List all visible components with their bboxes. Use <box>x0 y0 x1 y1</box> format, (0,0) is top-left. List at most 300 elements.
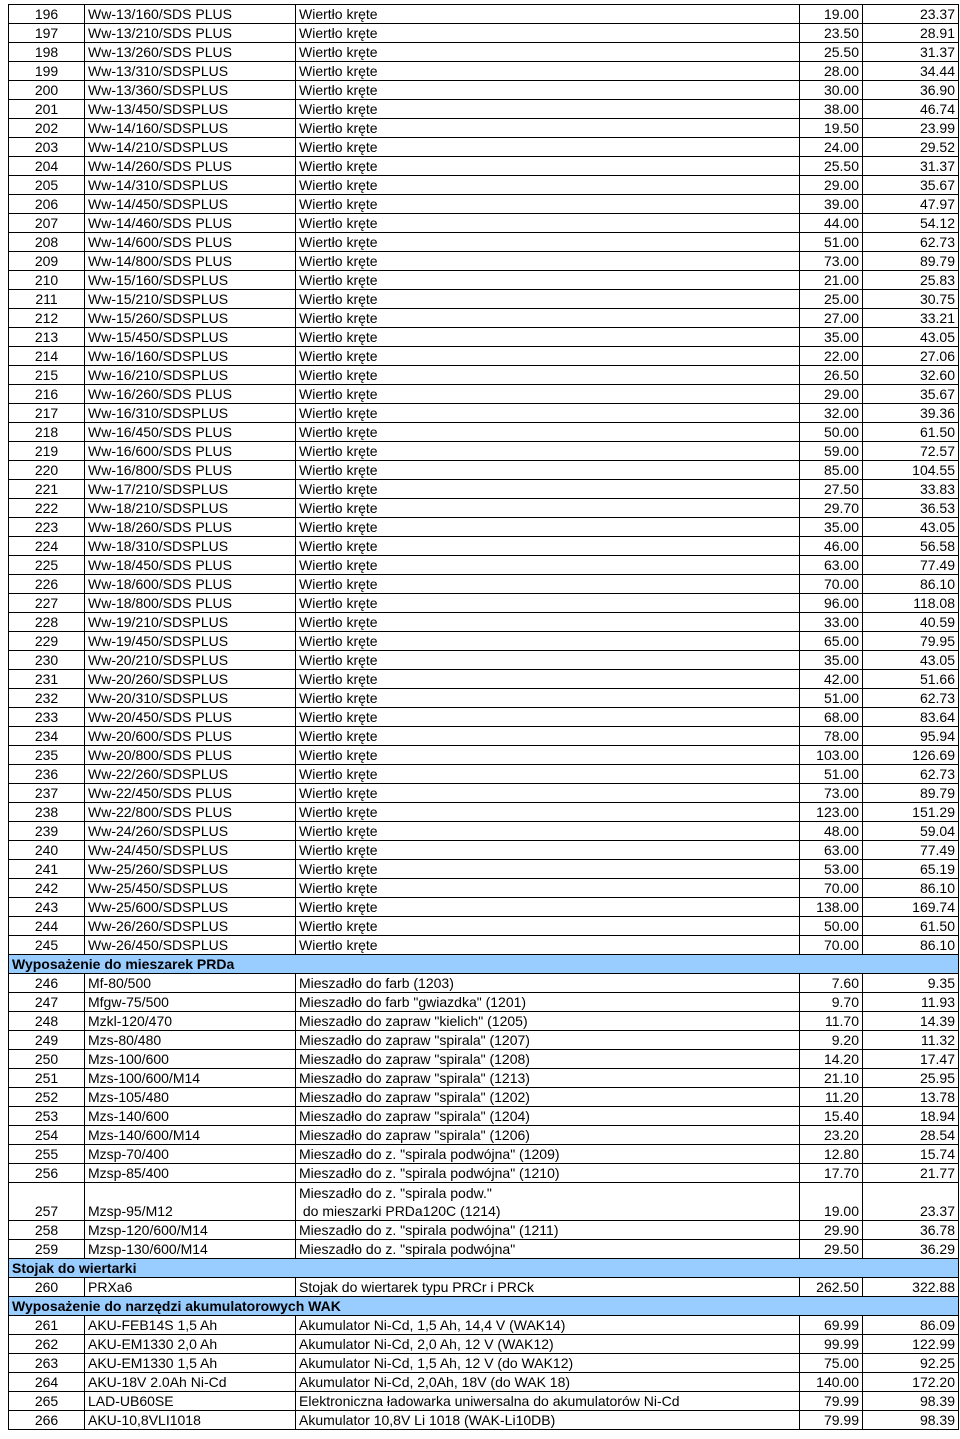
gross-price-cell: 59.04 <box>863 822 959 841</box>
net-price-cell: 85.00 <box>800 461 863 480</box>
row-number-cell: 230 <box>9 651 85 670</box>
gross-price-cell: 30.75 <box>863 290 959 309</box>
product-code-cell: Ww-13/450/SDSPLUS <box>85 100 296 119</box>
row-number-cell: 262 <box>9 1335 85 1354</box>
product-name-cell: Akumulator Ni-Cd, 1,5 Ah, 14,4 V (WAK14) <box>296 1316 800 1335</box>
gross-price-cell: 61.50 <box>863 917 959 936</box>
product-name-cell: Mieszadło do zapraw "spirala" (1208) <box>296 1050 800 1069</box>
table-row <box>9 1012 959 1031</box>
row-number-cell: 238 <box>9 803 85 822</box>
product-code-cell: LAD-UB60SE <box>85 1392 296 1411</box>
row-number-cell: 260 <box>9 1278 85 1297</box>
table-row <box>9 328 959 347</box>
net-price-cell: 26.50 <box>800 366 863 385</box>
product-code-cell: Mzs-140/600 <box>85 1107 296 1126</box>
net-price-cell: 14.20 <box>800 1050 863 1069</box>
product-name-cell: Wiertło kręte <box>296 271 800 290</box>
net-price-cell: 28.00 <box>800 62 863 81</box>
net-price-cell: 9.70 <box>800 993 863 1012</box>
product-name-cell: Elektroniczna ładowarka uniwersalna do akumulatorów Ni-Cd <box>296 1392 800 1411</box>
section-title: Wyposażenie do mieszarek PRDa <box>9 955 959 974</box>
gross-price-cell: 36.29 <box>863 1240 959 1259</box>
product-code-cell: Ww-15/210/SDSPLUS <box>85 290 296 309</box>
product-code-cell: Ww-13/360/SDSPLUS <box>85 81 296 100</box>
gross-price-cell: 95.94 <box>863 727 959 746</box>
net-price-cell: 32.00 <box>800 404 863 423</box>
net-price-cell: 69.99 <box>800 1316 863 1335</box>
net-price-cell: 22.00 <box>800 347 863 366</box>
product-code-cell: Ww-20/310/SDSPLUS <box>85 689 296 708</box>
gross-price-cell: 72.57 <box>863 442 959 461</box>
gross-price-cell: 61.50 <box>863 423 959 442</box>
table-row <box>9 385 959 404</box>
product-name-cell: Mieszadło do z. "spirala podw." do mieszarki PRDa120C (1214) <box>296 1183 800 1221</box>
product-code-cell: Ww-14/260/SDS PLUS <box>85 157 296 176</box>
product-code-cell: Ww-16/600/SDS PLUS <box>85 442 296 461</box>
row-number-cell: 218 <box>9 423 85 442</box>
product-code-cell: AKU-FEB14S 1,5 Ah <box>85 1316 296 1335</box>
table-row <box>9 1031 959 1050</box>
product-name-cell: Akumulator Ni-Cd, 2,0Ah, 18V (do WAK 18) <box>296 1373 800 1392</box>
table-row <box>9 404 959 423</box>
row-number-cell: 204 <box>9 157 85 176</box>
row-number-cell: 226 <box>9 575 85 594</box>
product-name-cell: Wiertło kręte <box>296 556 800 575</box>
gross-price-cell: 28.91 <box>863 24 959 43</box>
net-price-cell: 59.00 <box>800 442 863 461</box>
product-code-cell: Ww-14/460/SDS PLUS <box>85 214 296 233</box>
gross-price-cell: 43.05 <box>863 328 959 347</box>
gross-price-cell: 29.52 <box>863 138 959 157</box>
gross-price-cell: 33.83 <box>863 480 959 499</box>
product-name-cell: Wiertło kręte <box>296 328 800 347</box>
product-code-cell: PRXa6 <box>85 1278 296 1297</box>
product-name-cell: Wiertło kręte <box>296 841 800 860</box>
row-number-cell: 211 <box>9 290 85 309</box>
row-number-cell: 200 <box>9 81 85 100</box>
product-name-cell: Wiertło kręte <box>296 708 800 727</box>
row-number-cell: 199 <box>9 62 85 81</box>
row-number-cell: 263 <box>9 1354 85 1373</box>
gross-price-cell: 118.08 <box>863 594 959 613</box>
table-row <box>9 613 959 632</box>
net-price-cell: 17.70 <box>800 1164 863 1183</box>
net-price-cell: 21.00 <box>800 271 863 290</box>
table-row <box>9 860 959 879</box>
gross-price-cell: 322.88 <box>863 1278 959 1297</box>
net-price-cell: 51.00 <box>800 765 863 784</box>
gross-price-cell: 25.83 <box>863 271 959 290</box>
table-row <box>9 1392 959 1411</box>
product-name-cell: Wiertło kręte <box>296 575 800 594</box>
table-row <box>9 879 959 898</box>
product-code-cell: Ww-26/260/SDSPLUS <box>85 917 296 936</box>
product-code-cell: Mf-80/500 <box>85 974 296 993</box>
product-code-cell: AKU-EM1330 1,5 Ah <box>85 1354 296 1373</box>
product-name-cell: Akumulator Ni-Cd, 1,5 Ah, 12 V (do WAK12) <box>296 1354 800 1373</box>
table-row <box>9 1050 959 1069</box>
table-row <box>9 1411 959 1430</box>
table-row <box>9 689 959 708</box>
product-code-cell: Ww-20/800/SDS PLUS <box>85 746 296 765</box>
net-price-cell: 53.00 <box>800 860 863 879</box>
net-price-cell: 70.00 <box>800 575 863 594</box>
net-price-cell: 262.50 <box>800 1278 863 1297</box>
product-name-cell: Wiertło kręte <box>296 290 800 309</box>
table-row <box>9 651 959 670</box>
net-price-cell: 15.40 <box>800 1107 863 1126</box>
table-row <box>9 936 959 955</box>
table-row <box>9 784 959 803</box>
table-row <box>9 423 959 442</box>
table-row <box>9 670 959 689</box>
product-code-cell: Ww-20/450/SDS PLUS <box>85 708 296 727</box>
net-price-cell: 11.70 <box>800 1012 863 1031</box>
row-number-cell: 247 <box>9 993 85 1012</box>
row-number-cell: 207 <box>9 214 85 233</box>
net-price-cell: 50.00 <box>800 917 863 936</box>
gross-price-cell: 86.10 <box>863 575 959 594</box>
gross-price-cell: 79.95 <box>863 632 959 651</box>
table-row <box>9 81 959 100</box>
row-number-cell: 197 <box>9 24 85 43</box>
net-price-cell: 78.00 <box>800 727 863 746</box>
net-price-cell: 51.00 <box>800 233 863 252</box>
table-row <box>9 575 959 594</box>
row-number-cell: 259 <box>9 1240 85 1259</box>
gross-price-cell: 9.35 <box>863 974 959 993</box>
product-name-cell: Wiertło kręte <box>296 309 800 328</box>
gross-price-cell: 46.74 <box>863 100 959 119</box>
gross-price-cell: 17.47 <box>863 1050 959 1069</box>
table-row <box>9 1183 959 1221</box>
net-price-cell: 25.50 <box>800 157 863 176</box>
row-number-cell: 224 <box>9 537 85 556</box>
table-row <box>9 309 959 328</box>
row-number-cell: 265 <box>9 1392 85 1411</box>
gross-price-cell: 13.78 <box>863 1088 959 1107</box>
row-number-cell: 209 <box>9 252 85 271</box>
product-name-cell: Wiertło kręte <box>296 461 800 480</box>
product-name-cell: Wiertło kręte <box>296 765 800 784</box>
product-code-cell: Ww-16/260/SDS PLUS <box>85 385 296 404</box>
net-price-cell: 9.20 <box>800 1031 863 1050</box>
gross-price-cell: 169.74 <box>863 898 959 917</box>
net-price-cell: 27.50 <box>800 480 863 499</box>
row-number-cell: 208 <box>9 233 85 252</box>
net-price-cell: 123.00 <box>800 803 863 822</box>
table-row <box>9 157 959 176</box>
product-name-cell: Wiertło kręte <box>296 214 800 233</box>
table-row <box>9 537 959 556</box>
net-price-cell: 79.99 <box>800 1392 863 1411</box>
product-name-cell: Mieszadło do z. "spirala podwójna" (1211) <box>296 1221 800 1240</box>
row-number-cell: 250 <box>9 1050 85 1069</box>
gross-price-cell: 28.54 <box>863 1126 959 1145</box>
table-row <box>9 1107 959 1126</box>
net-price-cell: 138.00 <box>800 898 863 917</box>
table-row <box>9 1088 959 1107</box>
gross-price-cell: 56.58 <box>863 537 959 556</box>
gross-price-cell: 98.39 <box>863 1392 959 1411</box>
product-code-cell: Ww-18/210/SDSPLUS <box>85 499 296 518</box>
net-price-cell: 27.00 <box>800 309 863 328</box>
gross-price-cell: 27.06 <box>863 347 959 366</box>
product-name-cell: Wiertło kręte <box>296 385 800 404</box>
row-number-cell: 237 <box>9 784 85 803</box>
product-name-cell: Wiertło kręte <box>296 822 800 841</box>
gross-price-cell: 89.79 <box>863 784 959 803</box>
product-code-cell: Ww-13/160/SDS PLUS <box>85 5 296 24</box>
table-row <box>9 765 959 784</box>
row-number-cell: 201 <box>9 100 85 119</box>
row-number-cell: 203 <box>9 138 85 157</box>
row-number-cell: 257 <box>9 1183 85 1221</box>
net-price-cell: 50.00 <box>800 423 863 442</box>
gross-price-cell: 77.49 <box>863 841 959 860</box>
row-number-cell: 242 <box>9 879 85 898</box>
product-name-cell: Mieszadło do zapraw "kielich" (1205) <box>296 1012 800 1031</box>
row-number-cell: 264 <box>9 1373 85 1392</box>
net-price-cell: 19.00 <box>800 5 863 24</box>
table-row <box>9 366 959 385</box>
table-row <box>9 822 959 841</box>
net-price-cell: 42.00 <box>800 670 863 689</box>
gross-price-cell: 104.55 <box>863 461 959 480</box>
product-name-cell: Wiertło kręte <box>296 442 800 461</box>
gross-price-cell: 172.20 <box>863 1373 959 1392</box>
net-price-cell: 51.00 <box>800 689 863 708</box>
table-row <box>9 803 959 822</box>
product-code-cell: Mzs-100/600/M14 <box>85 1069 296 1088</box>
net-price-cell: 11.20 <box>800 1088 863 1107</box>
table-row <box>9 119 959 138</box>
product-code-cell: Mzsp-120/600/M14 <box>85 1221 296 1240</box>
product-name-cell: Mieszadło do farb (1203) <box>296 974 800 993</box>
table-row <box>9 461 959 480</box>
row-number-cell: 261 <box>9 1316 85 1335</box>
row-number-cell: 227 <box>9 594 85 613</box>
product-name-cell: Mieszadło do zapraw "spirala" (1213) <box>296 1069 800 1088</box>
row-number-cell: 243 <box>9 898 85 917</box>
table-row <box>9 917 959 936</box>
gross-price-cell: 43.05 <box>863 518 959 537</box>
product-code-cell: Ww-14/210/SDSPLUS <box>85 138 296 157</box>
product-code-cell: AKU-10,8VLI1018 <box>85 1411 296 1430</box>
table-row <box>9 898 959 917</box>
section-header-row <box>9 1297 959 1316</box>
product-code-cell: Mzs-100/600 <box>85 1050 296 1069</box>
gross-price-cell: 36.78 <box>863 1221 959 1240</box>
gross-price-cell: 18.94 <box>863 1107 959 1126</box>
product-code-cell: Ww-14/450/SDSPLUS <box>85 195 296 214</box>
gross-price-cell: 11.32 <box>863 1031 959 1050</box>
gross-price-cell: 83.64 <box>863 708 959 727</box>
product-code-cell: Ww-19/210/SDSPLUS <box>85 613 296 632</box>
product-code-cell: Ww-25/450/SDSPLUS <box>85 879 296 898</box>
product-code-cell: Ww-13/260/SDS PLUS <box>85 43 296 62</box>
net-price-cell: 25.50 <box>800 43 863 62</box>
product-name-cell: Wiertło kręte <box>296 157 800 176</box>
product-name-cell: Wiertło kręte <box>296 651 800 670</box>
row-number-cell: 252 <box>9 1088 85 1107</box>
table-row <box>9 708 959 727</box>
net-price-cell: 35.00 <box>800 328 863 347</box>
gross-price-cell: 21.77 <box>863 1164 959 1183</box>
row-number-cell: 234 <box>9 727 85 746</box>
product-name-cell: Mieszadło do z. "spirala podwójna" <box>296 1240 800 1259</box>
product-name-cell: Wiertło kręte <box>296 860 800 879</box>
net-price-cell: 73.00 <box>800 252 863 271</box>
gross-price-cell: 23.37 <box>863 1183 959 1221</box>
product-name-cell: Mieszadło do zapraw "spirala" (1206) <box>296 1126 800 1145</box>
row-number-cell: 202 <box>9 119 85 138</box>
table-row <box>9 5 959 24</box>
product-code-cell: Mzs-105/480 <box>85 1088 296 1107</box>
product-name-cell: Wiertło kręte <box>296 423 800 442</box>
price-list-table <box>8 4 959 1430</box>
table-row <box>9 727 959 746</box>
product-code-cell: Ww-13/310/SDSPLUS <box>85 62 296 81</box>
net-price-cell: 70.00 <box>800 879 863 898</box>
net-price-cell: 63.00 <box>800 556 863 575</box>
row-number-cell: 210 <box>9 271 85 290</box>
net-price-cell: 23.20 <box>800 1126 863 1145</box>
section-title: Wyposażenie do narzędzi akumulatorowych WAK <box>9 1297 959 1316</box>
product-code-cell: Ww-25/260/SDSPLUS <box>85 860 296 879</box>
product-name-cell: Wiertło kręte <box>296 176 800 195</box>
row-number-cell: 258 <box>9 1221 85 1240</box>
row-number-cell: 248 <box>9 1012 85 1031</box>
table-row <box>9 100 959 119</box>
product-name-cell: Mieszadło do zapraw "spirala" (1202) <box>296 1088 800 1107</box>
product-code-cell: Ww-16/160/SDSPLUS <box>85 347 296 366</box>
row-number-cell: 251 <box>9 1069 85 1088</box>
row-number-cell: 229 <box>9 632 85 651</box>
net-price-cell: 29.00 <box>800 385 863 404</box>
row-number-cell: 205 <box>9 176 85 195</box>
product-name-cell: Akumulator 10,8V Li 1018 (WAK-Li10DB) <box>296 1411 800 1430</box>
gross-price-cell: 33.21 <box>863 309 959 328</box>
net-price-cell: 23.50 <box>800 24 863 43</box>
net-price-cell: 21.10 <box>800 1069 863 1088</box>
product-code-cell: Ww-18/310/SDSPLUS <box>85 537 296 556</box>
gross-price-cell: 89.79 <box>863 252 959 271</box>
product-name-cell: Wiertło kręte <box>296 594 800 613</box>
gross-price-cell: 62.73 <box>863 765 959 784</box>
row-number-cell: 254 <box>9 1126 85 1145</box>
section-title: Stojak do wiertarki <box>9 1259 959 1278</box>
table-row <box>9 1316 959 1335</box>
product-code-cell: Ww-17/210/SDSPLUS <box>85 480 296 499</box>
table-row <box>9 1335 959 1354</box>
net-price-cell: 140.00 <box>800 1373 863 1392</box>
product-name-cell: Wiertło kręte <box>296 366 800 385</box>
gross-price-cell: 86.10 <box>863 936 959 955</box>
row-number-cell: 213 <box>9 328 85 347</box>
row-number-cell: 249 <box>9 1031 85 1050</box>
table-row <box>9 252 959 271</box>
row-number-cell: 255 <box>9 1145 85 1164</box>
gross-price-cell: 86.09 <box>863 1316 959 1335</box>
net-price-cell: 75.00 <box>800 1354 863 1373</box>
product-code-cell: Ww-19/450/SDSPLUS <box>85 632 296 651</box>
row-number-cell: 245 <box>9 936 85 955</box>
product-code-cell: Mzsp-85/400 <box>85 1164 296 1183</box>
product-name-cell: Wiertło kręte <box>296 898 800 917</box>
row-number-cell: 219 <box>9 442 85 461</box>
product-code-cell: Ww-24/450/SDSPLUS <box>85 841 296 860</box>
gross-price-cell: 35.67 <box>863 176 959 195</box>
table-row <box>9 442 959 461</box>
row-number-cell: 246 <box>9 974 85 993</box>
product-code-cell: Mfgw-75/500 <box>85 993 296 1012</box>
gross-price-cell: 39.36 <box>863 404 959 423</box>
gross-price-cell: 23.99 <box>863 119 959 138</box>
section-header-row <box>9 955 959 974</box>
product-name-cell: Wiertło kręte <box>296 24 800 43</box>
table-row <box>9 518 959 537</box>
product-code-cell: Ww-18/260/SDS PLUS <box>85 518 296 537</box>
product-code-cell: Ww-18/450/SDS PLUS <box>85 556 296 575</box>
net-price-cell: 63.00 <box>800 841 863 860</box>
product-code-cell: Mzs-80/480 <box>85 1031 296 1050</box>
table-row <box>9 347 959 366</box>
gross-price-cell: 15.74 <box>863 1145 959 1164</box>
product-name-cell: Wiertło kręte <box>296 119 800 138</box>
product-code-cell: Mzsp-130/600/M14 <box>85 1240 296 1259</box>
table-row <box>9 1373 959 1392</box>
product-code-cell: Ww-14/310/SDSPLUS <box>85 176 296 195</box>
gross-price-cell: 77.49 <box>863 556 959 575</box>
table-row <box>9 290 959 309</box>
row-number-cell: 232 <box>9 689 85 708</box>
row-number-cell: 225 <box>9 556 85 575</box>
product-name-cell: Wiertło kręte <box>296 613 800 632</box>
row-number-cell: 223 <box>9 518 85 537</box>
row-number-cell: 235 <box>9 746 85 765</box>
product-name-cell: Wiertło kręte <box>296 632 800 651</box>
row-number-cell: 206 <box>9 195 85 214</box>
net-price-cell: 33.00 <box>800 613 863 632</box>
row-number-cell: 222 <box>9 499 85 518</box>
gross-price-cell: 40.59 <box>863 613 959 632</box>
table-row <box>9 974 959 993</box>
table-row <box>9 993 959 1012</box>
gross-price-cell: 32.60 <box>863 366 959 385</box>
table-row <box>9 1069 959 1088</box>
product-name-cell: Stojak do wiertarek typu PRCr i PRCk <box>296 1278 800 1297</box>
gross-price-cell: 54.12 <box>863 214 959 233</box>
net-price-cell: 73.00 <box>800 784 863 803</box>
gross-price-cell: 35.67 <box>863 385 959 404</box>
product-name-cell: Wiertło kręte <box>296 5 800 24</box>
net-price-cell: 79.99 <box>800 1411 863 1430</box>
table-row <box>9 176 959 195</box>
product-name-cell: Wiertło kręte <box>296 195 800 214</box>
product-code-cell: Mzkl-120/470 <box>85 1012 296 1031</box>
net-price-cell: 25.00 <box>800 290 863 309</box>
gross-price-cell: 62.73 <box>863 689 959 708</box>
table-row <box>9 841 959 860</box>
net-price-cell: 46.00 <box>800 537 863 556</box>
row-number-cell: 239 <box>9 822 85 841</box>
gross-price-cell: 122.99 <box>863 1335 959 1354</box>
gross-price-cell: 11.93 <box>863 993 959 1012</box>
product-name-cell: Wiertło kręte <box>296 100 800 119</box>
product-name-cell: Mieszadło do z. "spirala podwójna" (1210) <box>296 1164 800 1183</box>
product-code-cell: Ww-22/800/SDS PLUS <box>85 803 296 822</box>
